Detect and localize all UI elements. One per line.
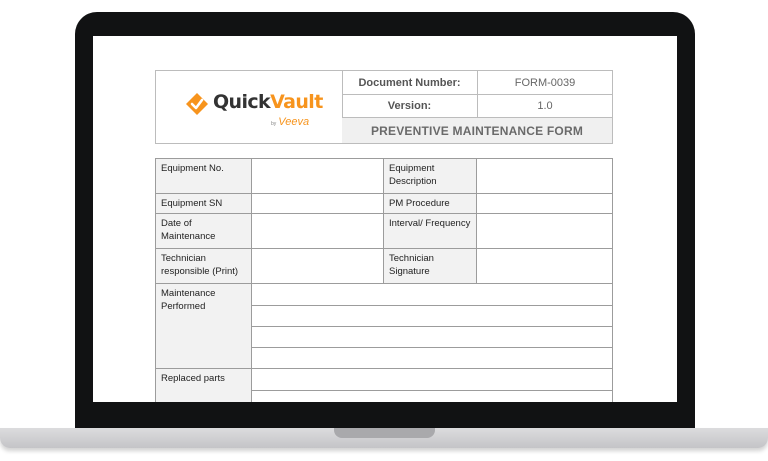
quickvault-logo: [186, 91, 323, 131]
entry-line: [252, 347, 612, 348]
date-of-maintenance-field[interactable]: [252, 214, 384, 249]
equipment-description-label: Equipment Description: [384, 159, 477, 194]
logo-by-text: by: [271, 121, 277, 127]
pm-procedure-label: PM Procedure: [384, 194, 477, 214]
equipment-sn-field[interactable]: [252, 194, 384, 214]
entry-line: [252, 305, 612, 306]
replaced-parts-label: Replaced parts: [156, 369, 252, 402]
equipment-no-label: Equipment No.: [156, 159, 252, 194]
maintenance-performed-label: Maintenance Performed: [156, 284, 252, 369]
technician-signature-label: Technician Signature: [384, 249, 477, 284]
logo-word-vault: Vault: [270, 91, 323, 113]
pm-procedure-field[interactable]: [477, 194, 612, 214]
replaced-parts-field[interactable]: [252, 369, 612, 402]
form-title: PREVENTIVE MAINTENANCE FORM: [342, 118, 612, 143]
laptop-notch: [334, 428, 435, 438]
document-number-label: Document Number:: [342, 71, 478, 95]
document-header: [155, 70, 613, 144]
logo-wordmark: [213, 91, 323, 113]
technician-label: Technician responsible (Print): [156, 249, 252, 284]
document-number-value: FORM-0039: [478, 71, 612, 95]
equipment-no-field[interactable]: [252, 159, 384, 194]
entry-line: [252, 326, 612, 327]
entry-line: [252, 390, 612, 391]
maintenance-form-table: [155, 158, 613, 402]
interval-frequency-field[interactable]: [477, 214, 612, 249]
equipment-sn-label: Equipment SN: [156, 194, 252, 214]
technician-signature-field[interactable]: [477, 249, 612, 284]
logo-cell: [156, 71, 343, 143]
checkmark-badge-icon: [186, 93, 208, 115]
date-of-maintenance-label: Date of Maintenance: [156, 214, 252, 249]
laptop-screen: [93, 36, 677, 402]
equipment-description-field[interactable]: [477, 159, 612, 194]
logo-veeva-text: Veeva: [278, 116, 310, 128]
version-value: 1.0: [478, 95, 612, 118]
technician-field[interactable]: [252, 249, 384, 284]
logo-word-quick: Quick: [213, 91, 271, 113]
logo-byline: [271, 116, 309, 128]
version-label: Version:: [342, 95, 478, 118]
interval-frequency-label: Interval/ Frequency: [384, 214, 477, 249]
